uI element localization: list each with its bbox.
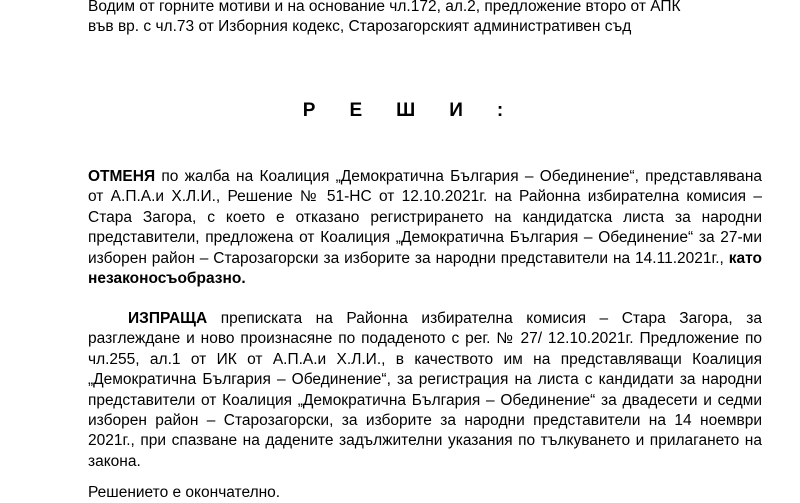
- keyword-annuls: ОТМЕНЯ: [88, 168, 156, 185]
- closing-statement: Решението е окончателно.: [88, 484, 281, 501]
- paragraph-sends-body: преписката на Районна избирателна комисия – Стара Загора, за разглеждане и ново произнасяне по подаденото с рег. № 27/ 12.10.2021г. Предложение по чл.255, ал.1 от ИК от А.П.А.и Х.Л.И., в качеството им на представляващи Коалиция „Демократична България – Обединение“, за регистрация на листа с кандидати за народни представители от Коалиция „Демократична България – Обединение“ за двадесети и седми изборен район – Старозагорски, за изборите за народни представители на 14 ноември 2021г., при спазване на дадените задължителни указания по тълкуването и прилагането на закона.: [88, 310, 762, 470]
- paragraph-annuls: [88, 167, 762, 289]
- intro-line-1: Водим от горните мотиви и на основание чл.172, ал.2, предложение второ от АПК: [88, 0, 681, 15]
- keyword-sends: ИЗПРАЩА: [128, 310, 208, 327]
- intro-line-2: във вр. с чл.73 от Изборния кодекс, Старозагорският административен съд: [88, 18, 632, 35]
- paragraph-sends: [88, 309, 762, 472]
- paragraph-annuls-emphasis: като незаконосъобразно.: [88, 249, 762, 288]
- decision-heading: РЕШИ:: [302, 100, 538, 121]
- paragraph-annuls-body: по жалба на Коалиция „Демократична България – Обединение“, представлявана от А.П.А.и Х.Л.И., Решение № 51-НС от 12.10.2021г. на Районна избирателна комисия – Стара Загора, с което е отказано регистрирането на кандидатска листа за народни представители, предложена от Коалиция „Демократична България – Обединение“ за 27-ми изборен район – Старозагорски за изборите за народни представители на 14.11.2021г.,: [88, 168, 762, 267]
